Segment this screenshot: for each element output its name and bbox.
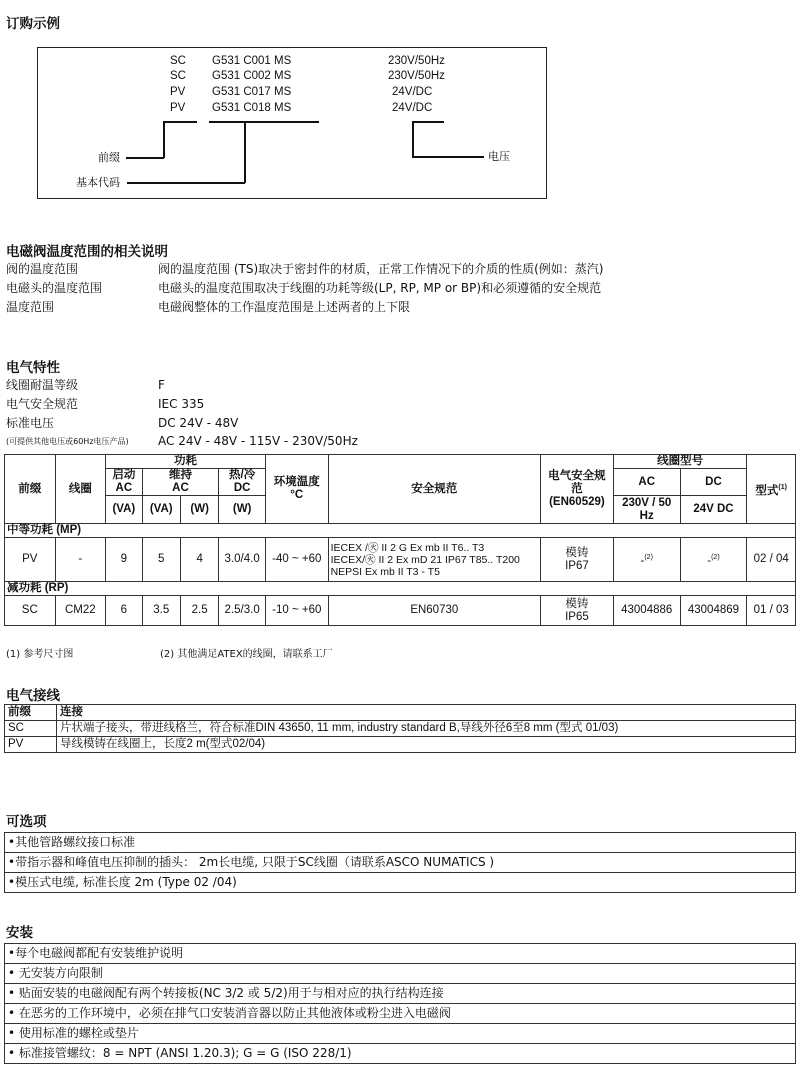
th-hold: 维持 AC bbox=[142, 469, 219, 496]
cell-coil: CM22 bbox=[55, 596, 106, 626]
footnote-1: (1) 参考尺寸图 bbox=[6, 649, 74, 660]
cell-dc: -$^{(2)}$ bbox=[680, 538, 747, 582]
cell-ip: 模铸 IP65 bbox=[541, 596, 614, 626]
cell-safety: EN60730 bbox=[328, 596, 540, 626]
cell-env: -10 ~ +60 bbox=[265, 596, 328, 626]
install-item: • 贴面安装的电磁阀配有两个转接板(NC 3/2 或 5/2)用于与相对应的执行结构连接 bbox=[5, 984, 795, 1004]
th-dc: DC bbox=[680, 469, 747, 496]
th-unit: (VA) bbox=[142, 496, 180, 524]
order-code: G531 C001 MS bbox=[212, 55, 292, 67]
elec-note: (可提供其他电压或60Hz电压产品) bbox=[6, 437, 129, 446]
cell-ac: 43004886 bbox=[613, 596, 680, 626]
cell-hold-va: 3.5 bbox=[142, 596, 180, 626]
order-code: G531 C017 MS bbox=[212, 86, 292, 98]
options-title: 可选项 bbox=[6, 814, 47, 830]
th-prefix: 前缀 bbox=[5, 455, 56, 524]
cell-hold-va: 5 bbox=[142, 538, 180, 582]
order-voltage: 24V/DC bbox=[392, 86, 433, 98]
cell-form: 01 / 03 bbox=[747, 596, 796, 626]
th-safety: 安全规范 bbox=[328, 455, 540, 524]
wiring-title: 电气接线 bbox=[6, 688, 60, 704]
th-form: 型式$^{(1)}$ bbox=[747, 455, 796, 524]
cell-prefix: PV bbox=[5, 538, 56, 582]
th-230v: 230V / 50 Hz bbox=[613, 496, 680, 524]
order-voltage: 24V/DC bbox=[392, 102, 433, 114]
elec-key: 线圈耐温等级 bbox=[6, 378, 79, 392]
prefix-leader-h bbox=[126, 157, 164, 159]
th-24v: 24V DC bbox=[680, 496, 747, 524]
th-unit: (W) bbox=[180, 496, 218, 524]
order-voltage: 230V/50Hz bbox=[388, 70, 445, 82]
install-title: 安装 bbox=[6, 925, 33, 941]
install-item: •每个电磁阀都配有安装维护说明 bbox=[5, 944, 795, 964]
wiring-table bbox=[4, 704, 796, 753]
base-code-label: 基本代码 bbox=[76, 176, 120, 189]
order-title: 订购示例 bbox=[6, 16, 60, 32]
temp-title: 电磁阀温度范围的相关说明 bbox=[6, 244, 168, 260]
voltage-leader-h bbox=[412, 156, 484, 158]
cell-ac: -$^{(2)}$ bbox=[613, 538, 680, 582]
code-bracket bbox=[209, 121, 319, 123]
th-unit: (VA) bbox=[106, 496, 142, 524]
th-power: 功耗 bbox=[106, 455, 266, 469]
option-item: •带指示器和峰值电压抑制的插头： 2m长电缆, 只限于SC线圈（请联系ASCO NUMATICS ) bbox=[5, 853, 795, 873]
wiring-connection: 片状端子接头，带进线格兰，符合标准DIN 43650, 11 mm, industry standard B,导线外径6至8 mm (型式 01/03) bbox=[57, 721, 796, 737]
cell-hc-w: 3.0/4.0 bbox=[219, 538, 266, 582]
cell-hold-w: 2.5 bbox=[180, 596, 218, 626]
cell-hc-w: 2.5/3.0 bbox=[219, 596, 266, 626]
th-prefix: 前缀 bbox=[5, 705, 57, 721]
cell-dc: 43004869 bbox=[680, 596, 747, 626]
order-prefix: PV bbox=[170, 102, 186, 114]
elec-title: 电气特性 bbox=[6, 360, 60, 376]
cell-ip: 模铸 IP67 bbox=[541, 538, 614, 582]
order-code: G531 C002 MS bbox=[212, 70, 292, 82]
temp-value: 电磁阀整体的工作温度范围是上述两者的上下限 bbox=[158, 300, 411, 314]
prefix-label: 前缀 bbox=[98, 151, 120, 164]
th-elec-safety: 电气安全规范 (EN60529) bbox=[541, 455, 614, 524]
elec-note-value: AC 24V - 48V - 115V - 230V/50Hz bbox=[158, 434, 358, 448]
elec-value: DC 24V - 48V bbox=[158, 416, 239, 430]
options-list bbox=[4, 832, 796, 893]
temp-value: 电磁头的温度范围取决于线圈的功耗等级(LP, RP, MP or BP)和必须遵循的安全规范 bbox=[158, 281, 602, 295]
voltage-bracket bbox=[412, 121, 444, 123]
th-connection: 连接 bbox=[57, 705, 796, 721]
cell-safety: IECEX /㊋ II 2 G Ex mb II T6.. T3 IECEX/㊋ II 2 Ex mD 21 IP67 T85.. T200 NEPSI Ex mb II T3 - T5 bbox=[328, 538, 540, 582]
elec-value: IEC 335 bbox=[158, 397, 205, 411]
install-item: • 标准接管螺纹：8 = NPT (ANSI 1.20.3); G = G (ISO 228/1) bbox=[8, 1046, 352, 1060]
order-voltage: 230V/50Hz bbox=[388, 55, 445, 67]
voltage-leader-v bbox=[412, 121, 414, 157]
voltage-label: 电压 bbox=[488, 150, 510, 163]
elec-key: 标准电压 bbox=[6, 416, 55, 430]
temp-value: 阀的温度范围 (TS)取决于密封件的材质，正常工作情况下的介质的性质(例如：蒸汽) bbox=[158, 262, 604, 276]
wiring-connection: 导线模铸在线圈上，长度2 m(型式02/04) bbox=[57, 737, 796, 753]
order-code: G531 C018 MS bbox=[212, 102, 292, 114]
install-list bbox=[4, 943, 796, 1064]
th-env: 环境温度 °C bbox=[265, 455, 328, 524]
order-prefix: SC bbox=[170, 55, 186, 67]
wiring-prefix: SC bbox=[5, 721, 57, 737]
cell-env: -40 ~ +60 bbox=[265, 538, 328, 582]
th-coil: 线圈 bbox=[55, 455, 106, 524]
spec-table bbox=[4, 454, 796, 626]
install-item: • 在恶劣的工作环境中，必须在排气口安装消音器以防止其他液体或粉尘进入电磁阀 bbox=[5, 1004, 795, 1024]
th-ac: AC bbox=[613, 469, 680, 496]
elec-value: F bbox=[158, 378, 165, 392]
cell-start-va: 9 bbox=[106, 538, 142, 582]
wiring-prefix: PV bbox=[5, 737, 57, 753]
cell-coil: - bbox=[55, 538, 106, 582]
option-item: •模压式电缆, 标准长度 2m (Type 02 /04) bbox=[8, 875, 237, 889]
option-item: •其他管路螺纹接口标准 bbox=[5, 833, 795, 853]
order-prefix: PV bbox=[170, 86, 186, 98]
section-mp: 中等功耗 (MP) bbox=[5, 524, 796, 538]
temp-key: 阀的温度范围 bbox=[6, 262, 79, 276]
section-rp: 减功耗 (RP) bbox=[5, 582, 796, 596]
th-hotcold: 热/冷 DC bbox=[219, 469, 266, 496]
cell-prefix: SC bbox=[5, 596, 56, 626]
cell-hold-w: 4 bbox=[180, 538, 218, 582]
temp-key: 电磁头的温度范围 bbox=[6, 281, 103, 295]
install-item: • 使用标准的螺栓或垫片 bbox=[5, 1024, 795, 1044]
base-leader-v bbox=[244, 121, 246, 183]
th-unit: (W) bbox=[219, 496, 266, 524]
prefix-bracket bbox=[163, 121, 197, 123]
th-start: 启动 AC bbox=[106, 469, 142, 496]
prefix-leader-v bbox=[163, 121, 165, 158]
order-prefix: SC bbox=[170, 70, 186, 82]
th-coil-type: 线圈型号 bbox=[613, 455, 747, 469]
install-item: • 无安装方向限制 bbox=[5, 964, 795, 984]
base-leader-h bbox=[127, 182, 245, 184]
elec-key: 电气安全规范 bbox=[6, 397, 79, 411]
temp-key: 温度范围 bbox=[6, 300, 55, 314]
cell-start-va: 6 bbox=[106, 596, 142, 626]
cell-form: 02 / 04 bbox=[747, 538, 796, 582]
footnote-2: (2) 其他满足ATEX的线圈，请联系工厂 bbox=[160, 649, 333, 660]
